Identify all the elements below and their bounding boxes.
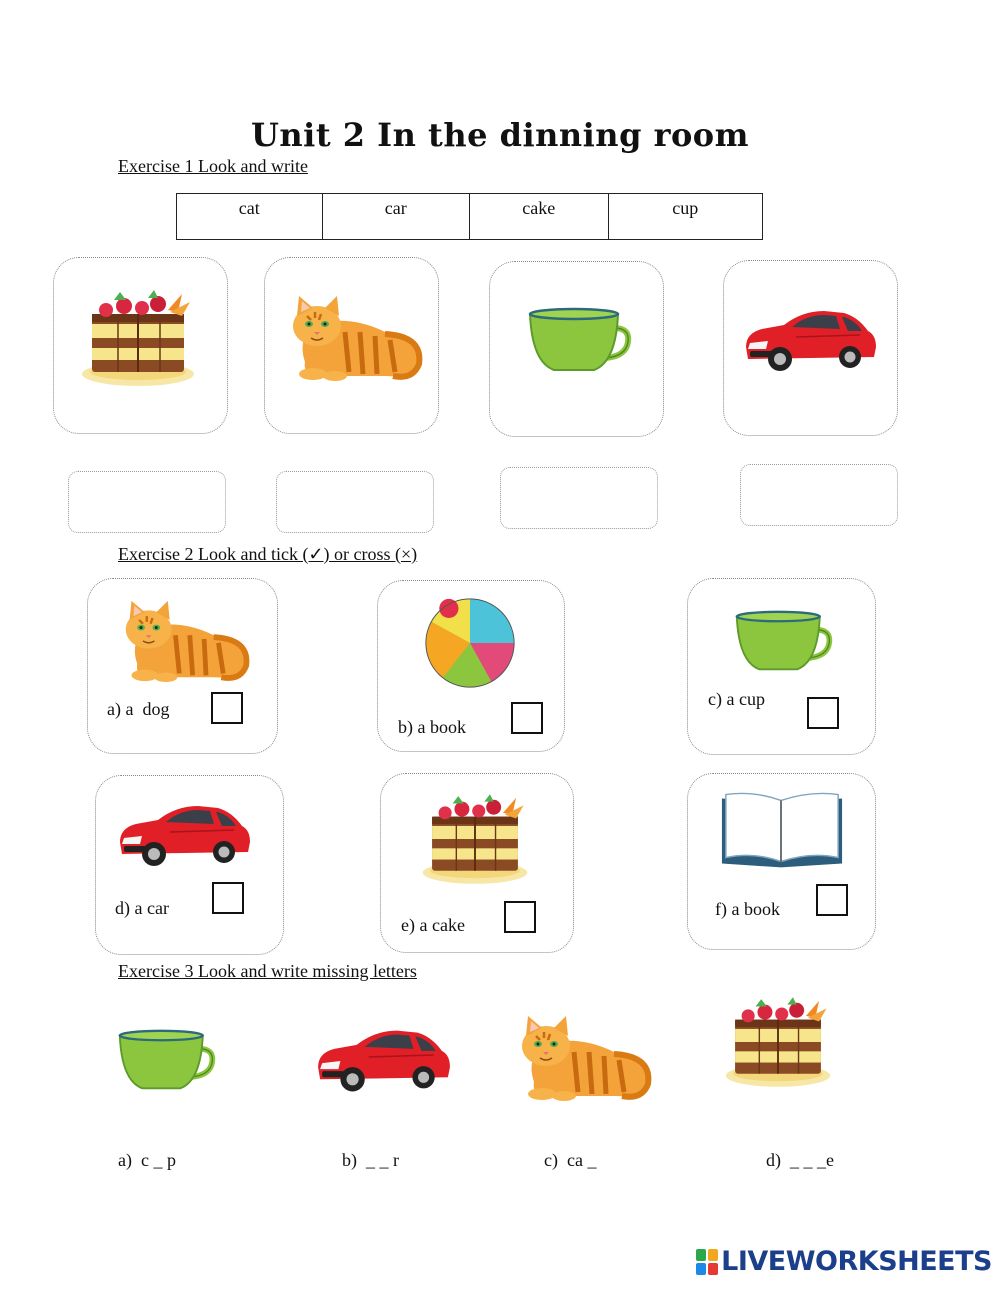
tick-label: b) a book xyxy=(398,717,466,737)
exercise1-heading: Exercise 1 Look and write xyxy=(118,156,308,176)
word-bank-table xyxy=(176,193,763,240)
picture-card xyxy=(53,257,228,434)
liveworksheets-logo xyxy=(696,1246,992,1277)
tick-box[interactable] xyxy=(511,702,543,734)
book-picture xyxy=(718,790,846,870)
tick-box[interactable] xyxy=(816,884,848,916)
tick-card xyxy=(377,580,565,752)
cup-picture xyxy=(730,609,836,675)
cup-picture xyxy=(114,1028,218,1094)
liveworksheets-logo-icon xyxy=(696,1249,718,1275)
logo-text: LIVEWORKSHEETS xyxy=(721,1246,992,1277)
tick-card xyxy=(95,775,284,955)
missing-letters-item[interactable]: d) _ _ _e xyxy=(766,1150,834,1170)
cat-picture xyxy=(118,597,252,683)
answer-box[interactable] xyxy=(740,464,898,526)
picture-card xyxy=(723,260,898,436)
answer-box[interactable] xyxy=(276,471,434,533)
tick-label: e) a cake xyxy=(401,915,465,935)
car-picture xyxy=(114,798,254,868)
cup-picture xyxy=(524,306,634,376)
word-bank-cell: cup xyxy=(672,198,699,218)
word-bank-cell: car xyxy=(323,194,471,239)
car-picture xyxy=(740,303,880,373)
tick-box[interactable] xyxy=(807,697,839,729)
car-picture xyxy=(312,1022,454,1094)
answer-box[interactable] xyxy=(68,471,226,533)
cake-picture xyxy=(419,792,531,886)
tick-label: f) a book xyxy=(715,899,780,919)
missing-letters-item[interactable]: b) _ _ r xyxy=(342,1150,399,1170)
tick-card xyxy=(380,773,574,953)
tick-box[interactable] xyxy=(504,901,536,933)
missing-letters-item[interactable]: a) c _ p xyxy=(118,1150,176,1170)
exercise3-heading: Exercise 3 Look and write missing letters xyxy=(118,961,417,981)
tick-label: d) a car xyxy=(115,898,169,918)
picture-card xyxy=(489,261,664,437)
ball-picture xyxy=(422,595,518,691)
cake-picture xyxy=(78,288,198,388)
word-bank-cell: cake xyxy=(470,194,609,239)
cat-picture xyxy=(514,1012,654,1102)
cat-picture xyxy=(285,292,425,382)
picture-card xyxy=(264,257,439,434)
missing-letters-item[interactable]: c) ca _ xyxy=(544,1150,597,1170)
page-title: Unit 2 In the dinning room xyxy=(251,116,749,154)
tick-card xyxy=(87,578,278,754)
tick-card xyxy=(687,578,876,755)
word-bank-cell: cat xyxy=(177,194,323,239)
cake-picture xyxy=(722,994,834,1090)
exercise2-heading: Exercise 2 Look and tick (✓) or cross (×) xyxy=(118,544,418,564)
tick-box[interactable] xyxy=(211,692,243,724)
tick-label: a) a dog xyxy=(107,699,170,719)
tick-card xyxy=(687,773,876,950)
answer-box[interactable] xyxy=(500,467,658,529)
tick-box[interactable] xyxy=(212,882,244,914)
tick-label: c) a cup xyxy=(708,689,765,709)
